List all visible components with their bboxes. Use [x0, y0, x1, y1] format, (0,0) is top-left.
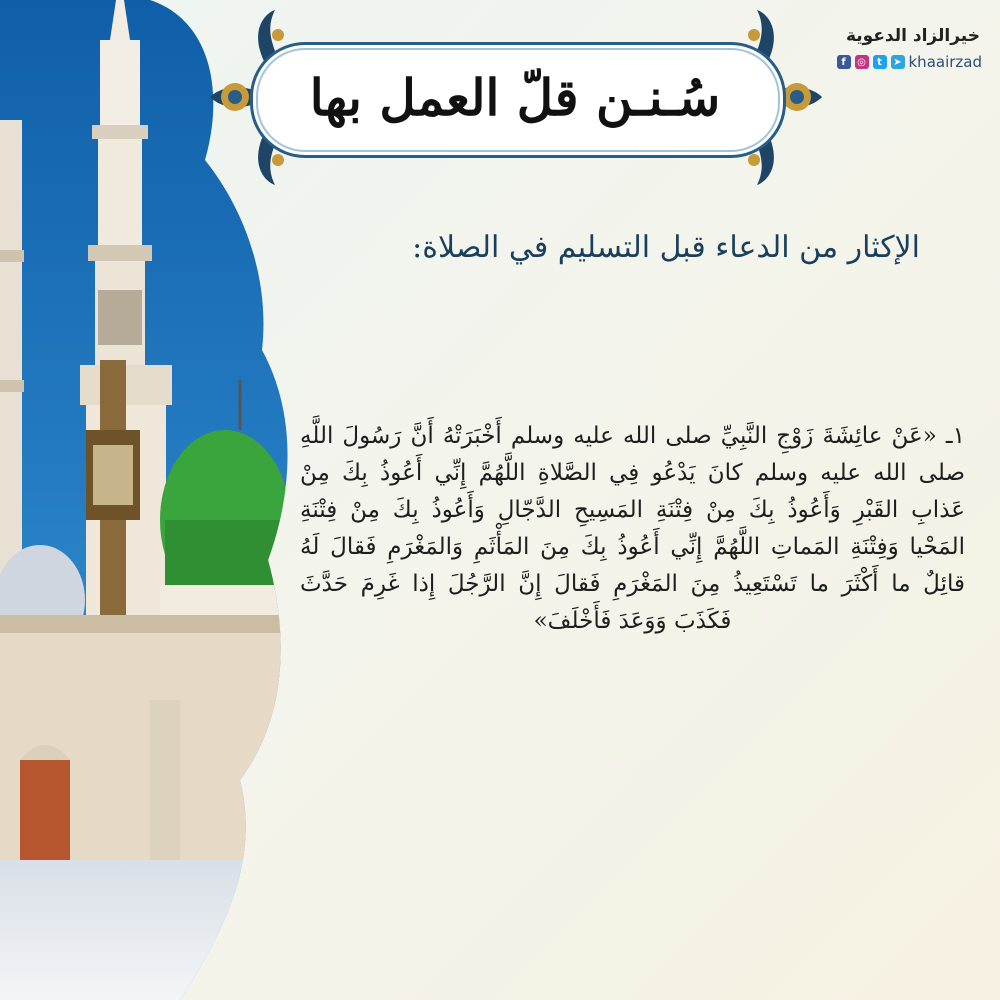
- instagram-icon[interactable]: ◎: [855, 55, 869, 69]
- hadith-text: ١ـ «عَنْ عائِشَةَ زَوْجِ النَّبِيِّ صلى الله عليه وسلم أَخْبَرَتْهُ أَنَّ رَسُولَ اللَّهِ صلى الله عليه وسلم كانَ يَدْعُو فِي الصَّلاةِ اللَّهُمَّ إِنِّي أَعُوذُ بِكَ مِنْ عَذابِ القَبْرِ وَأَعُوذُ بِكَ مِنْ فِتْنَةِ المَسِيحِ الدَّجّالِ وَأَعُوذُ بِكَ مِنْ فِتْنَةِ المَحْيا وَفِتْنَةِ المَماتِ اللَّهُمَّ إِنِّي أَعُوذُ بِكَ مِنَ المَأْثَمِ وَالمَغْرَمِ فَقالَ لَهُ قائِلٌ ما أَكْثَرَ ما تَسْتَعِيذُ مِنَ المَغْرَمِ فَقالَ إِنَّ الرَّجُلَ إِذا غَرِمَ حَدَّثَ فَكَذَبَ وَوَعَدَ فَأَخْلَفَ»: [300, 423, 965, 634]
- brand-social-row: [837, 53, 983, 71]
- section-heading: الإكثار من الدعاء قبل التسليم في الصلاة:: [412, 230, 920, 265]
- brand-handle: khaairzad: [908, 53, 982, 71]
- brand-name: خيرالزاد الدعوية: [845, 26, 980, 46]
- twitter-icon[interactable]: t: [873, 55, 887, 69]
- facebook-icon[interactable]: f: [837, 55, 851, 69]
- telegram-icon[interactable]: ➤: [891, 55, 905, 69]
- page-title: سُـنـن قلّ العمل بها: [309, 67, 721, 127]
